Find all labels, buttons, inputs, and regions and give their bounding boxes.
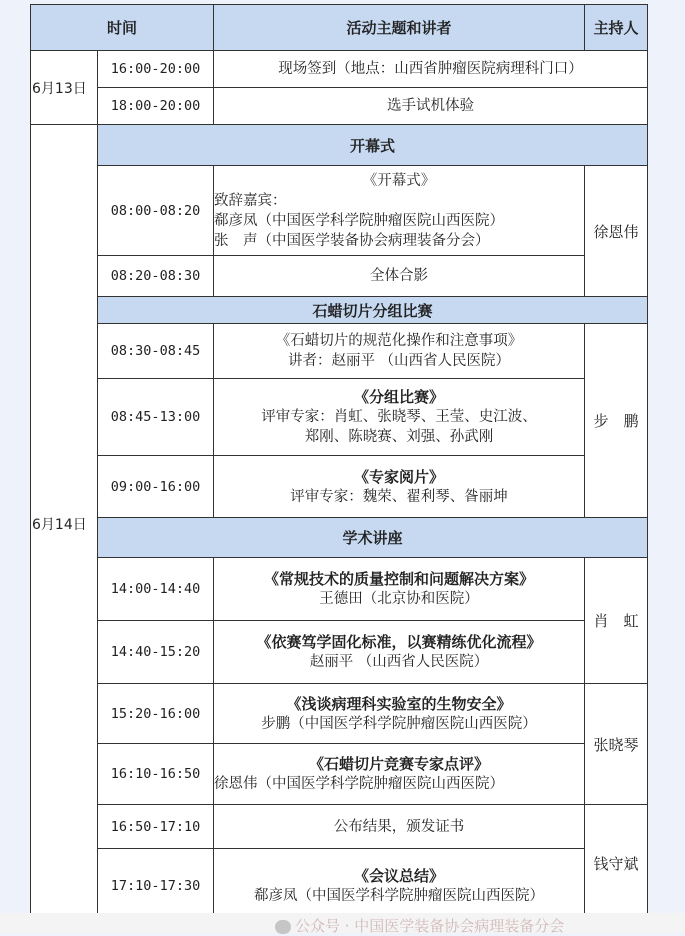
time-cell: 08:30-08:45 <box>98 324 214 379</box>
topic-line: 徐恩伟（中国医学科学院肿瘤医院山西医院） <box>214 776 505 792</box>
table-row <box>31 456 648 518</box>
schedule-table <box>30 4 648 923</box>
topic-line: 郑刚、陈晓赛、刘强、孙武刚 <box>304 429 494 445</box>
topic-line: 致辞嘉宾： <box>214 192 287 209</box>
time-cell: 14:00-14:40 <box>98 558 214 621</box>
host-cell: 肖 虹 <box>585 558 648 684</box>
topic-title: 《分组比赛》 <box>354 388 445 406</box>
topic-title: 《会议总结》 <box>354 866 445 885</box>
table-row <box>31 51 648 88</box>
time-cell: 08:45-13:00 <box>98 379 214 456</box>
section-title: 石蜡切片分组比赛 <box>98 297 648 324</box>
topic-title: 《依赛笃学固化标准，以赛精练优化流程》 <box>256 633 542 651</box>
host-cell: 徐恩伟 <box>585 166 648 297</box>
topic-cell <box>214 558 585 621</box>
topic-cell: 公布结果，颁发证书 <box>214 805 585 849</box>
topic-line: 步鹏（中国医学科学院肿瘤医院山西医院） <box>261 715 537 732</box>
topic-title: 《石蜡切片竞赛专家点评》 <box>309 755 490 773</box>
section-row <box>31 518 648 558</box>
topic-title: 《开幕式》 <box>362 172 436 189</box>
topic-cell <box>214 621 585 684</box>
time-cell: 09:00-16:00 <box>98 456 214 518</box>
topic-cell <box>214 166 585 256</box>
time-cell: 16:50-17:10 <box>98 805 214 849</box>
topic-line: 张 声（中国医学装备协会病理装备分会） <box>214 232 490 249</box>
topic-line: 赵丽平 （山西省人民医院） <box>309 654 489 670</box>
topic-title: 《石蜡切片的规范化操作和注意事项》 <box>275 333 523 349</box>
time-cell: 08:00-08:20 <box>98 166 214 256</box>
table-row <box>31 256 648 297</box>
host-cell: 步 鹏 <box>585 324 648 518</box>
topic-line: 评审专家：肖虹、张晓琴、王莹、史江波、 <box>261 409 537 425</box>
topic-line: 郗彦凤（中国医学科学院肿瘤医院山西医院） <box>214 212 505 229</box>
time-cell: 14:40-15:20 <box>98 621 214 684</box>
time-cell: 17:10-17:30 <box>98 849 214 923</box>
table-row <box>31 88 648 125</box>
time-cell: 16:00-20:00 <box>98 51 214 88</box>
topic-cell <box>214 849 585 923</box>
date-cell: 6月13日 <box>31 51 98 125</box>
date-cell: 6月14日 <box>31 125 98 923</box>
topic-cell: 全体合影 <box>214 256 585 297</box>
time-cell: 08:20-08:30 <box>98 256 214 297</box>
header-host: 主持人 <box>585 5 648 51</box>
table-row <box>31 849 648 923</box>
topic-cell <box>214 324 585 379</box>
topic-title: 《浅谈病理科实验室的生物安全》 <box>286 694 512 713</box>
section-row <box>31 297 648 324</box>
header-row <box>31 5 648 51</box>
header-topic: 活动主题和讲者 <box>214 5 585 51</box>
topic-line: 王德田（北京协和医院） <box>319 591 479 607</box>
topic-cell: 选手试机体验 <box>214 88 648 125</box>
table-row <box>31 805 648 849</box>
watermark-text: 公众号 · 中国医学装备协会病理装备分会 <box>295 917 565 935</box>
section-title: 学术讲座 <box>98 518 648 558</box>
topic-cell <box>214 379 585 456</box>
section-title: 开幕式 <box>98 125 648 166</box>
topic-cell: 现场签到（地点：山西省肿瘤医院病理科门口） <box>214 51 648 88</box>
table-row <box>31 166 648 256</box>
topic-cell <box>214 744 585 805</box>
header-time: 时间 <box>31 5 214 51</box>
topic-line: 讲者：赵丽平 （山西省人民医院） <box>287 353 511 369</box>
table-row <box>31 744 648 805</box>
table-row <box>31 379 648 456</box>
time-cell: 18:00-20:00 <box>98 88 214 125</box>
wechat-icon <box>275 920 291 934</box>
time-cell: 15:20-16:00 <box>98 684 214 744</box>
topic-title: 《专家阅片》 <box>354 467 445 486</box>
topic-cell <box>214 456 585 518</box>
host-cell: 钱守斌 <box>585 805 648 923</box>
host-cell: 张晓琴 <box>585 684 648 805</box>
time-cell: 16:10-16:50 <box>98 744 214 805</box>
topic-line: 评审专家：魏荣、翟利琴、昝丽坤 <box>290 488 508 505</box>
topic-title: 《常规技术的质量控制和问题解决方案》 <box>264 570 535 588</box>
table-row <box>31 558 648 621</box>
table-row <box>31 684 648 744</box>
topic-cell <box>214 684 585 744</box>
table-row <box>31 621 648 684</box>
topic-line: 郗彦凤（中国医学科学院肿瘤医院山西医院） <box>254 887 545 904</box>
table-row <box>31 324 648 379</box>
section-row <box>31 125 648 166</box>
